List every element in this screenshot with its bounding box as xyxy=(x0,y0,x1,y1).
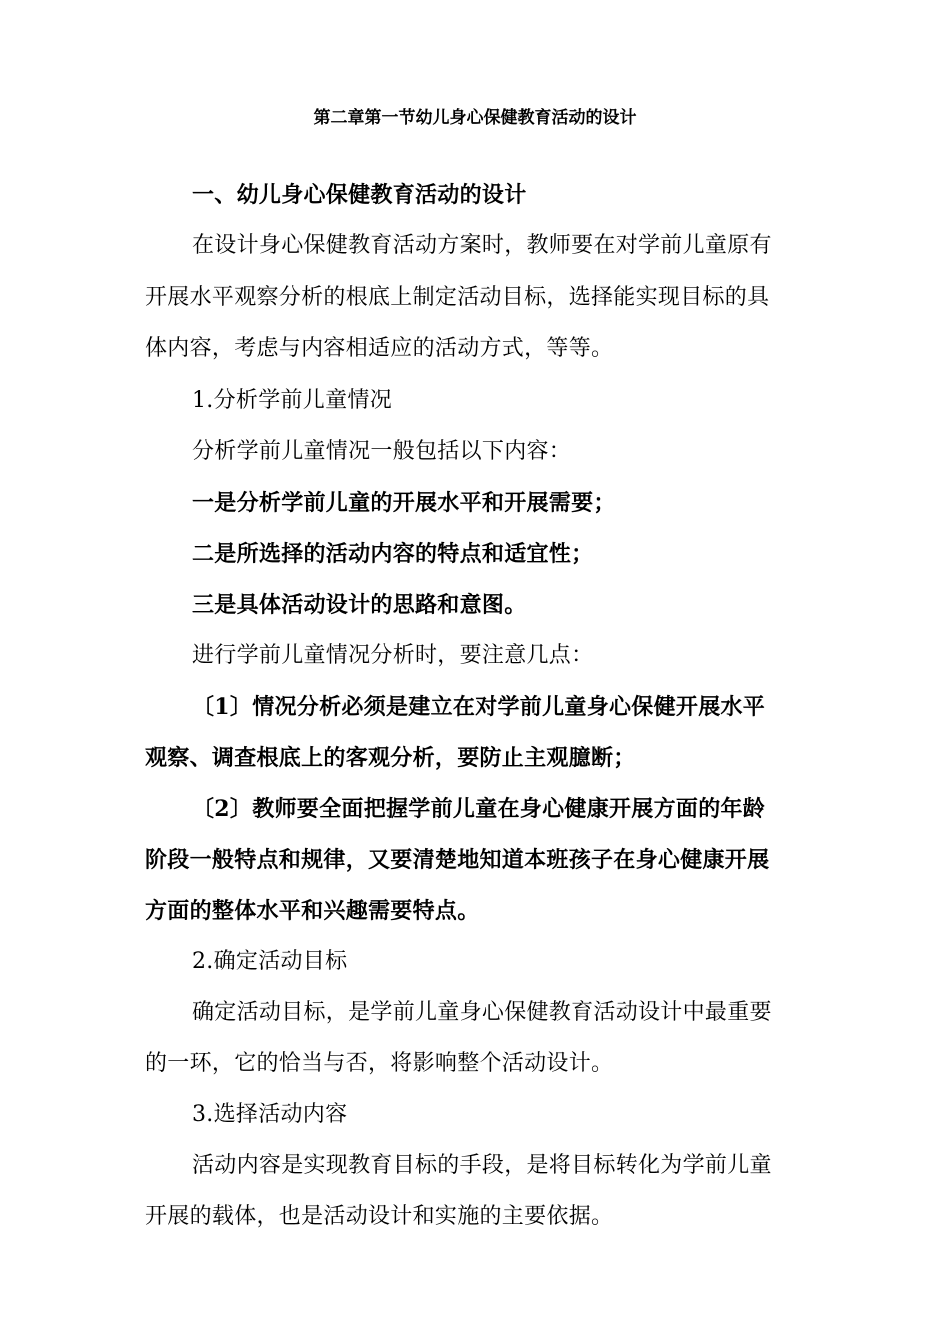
list-item: 三是具体活动设计的思路和意图。 xyxy=(192,592,527,618)
subsection-heading: 1.分析学前儿童情况 xyxy=(192,388,392,413)
list-item: 二是所选择的活动内容的特点和适宜性； xyxy=(192,541,594,567)
paragraph-line: 在设计身心保健教育活动方案时，教师要在对学前儿童原有 xyxy=(192,233,772,258)
paragraph-line: 体内容，考虑与内容相适应的活动方式，等等。 xyxy=(145,336,614,361)
list-item: 方面的整体水平和兴趣需要特点。 xyxy=(145,898,480,924)
list-item: 〔2〕教师要全面把握学前儿童在身心健康开展方面的年龄 xyxy=(192,796,766,822)
list-item: 〔1〕情况分析必须是建立在对学前儿童身心保健开展水平 xyxy=(192,694,766,720)
list-item: 观察、调查根底上的客观分析，要防止主观臆断； xyxy=(145,745,636,771)
paragraph-line: 进行学前儿童情况分析时，要注意几点： xyxy=(192,643,594,668)
list-item: 阶段一般特点和规律，又要清楚地知道本班孩子在身心健康开展 xyxy=(145,847,770,873)
list-item: 一是分析学前儿童的开展水平和开展需要； xyxy=(192,490,616,516)
paragraph-line: 的一环，它的恰当与否，将影响整个活动设计。 xyxy=(145,1051,614,1076)
document-title: 第二章第一节幼儿身心保健教育活动的设计 xyxy=(313,108,637,128)
paragraph-line: 开展的载体，也是活动设计和实施的主要依据。 xyxy=(145,1204,614,1229)
subsection-heading: 3.选择活动内容 xyxy=(192,1102,348,1127)
subsection-heading: 2.确定活动目标 xyxy=(192,949,348,974)
paragraph-line: 开展水平观察分析的根底上制定活动目标，选择能实现目标的具 xyxy=(145,285,770,310)
paragraph-line: 分析学前儿童情况一般包括以下内容： xyxy=(192,439,572,464)
section-heading: 一、幼儿身心保健教育活动的设计 xyxy=(192,182,527,208)
paragraph-line: 确定活动目标，是学前儿童身心保健教育活动设计中最重要 xyxy=(192,1000,772,1025)
paragraph-line: 活动内容是实现教育目标的手段，是将目标转化为学前儿童 xyxy=(192,1153,772,1178)
